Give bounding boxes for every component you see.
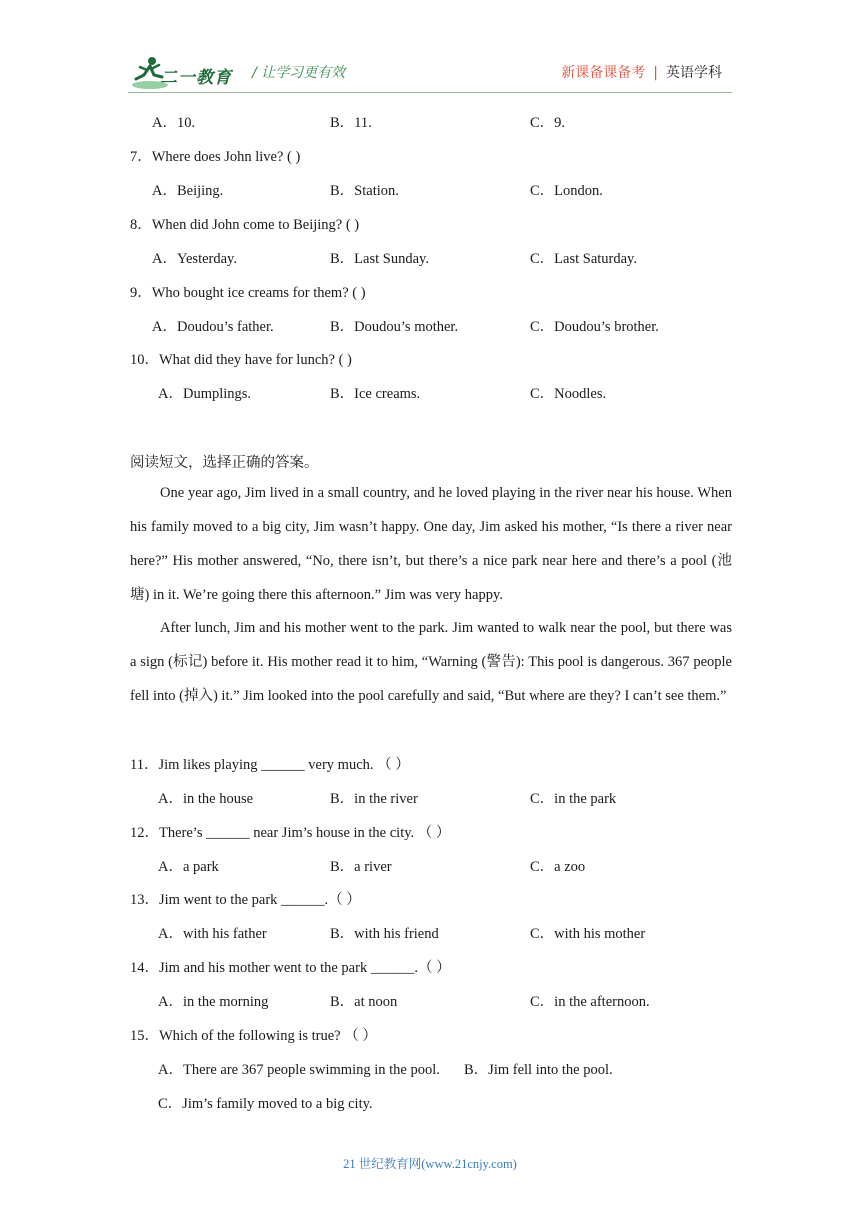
question-number: 10． xyxy=(130,352,159,368)
option-a: A．with his father xyxy=(158,926,267,942)
question-stem xyxy=(130,351,352,369)
option-a: A．in the house xyxy=(158,791,254,807)
section-title: 阅读短文，选择正确的答案。 xyxy=(130,455,319,471)
option-c: C．a zoo xyxy=(530,859,586,875)
logo xyxy=(128,55,240,91)
option-c: C．with his mother xyxy=(530,926,646,942)
option-b: B．Last Sunday. xyxy=(330,251,429,267)
question-text: Where does John live? ( ) xyxy=(151,149,301,165)
slogan: / 让学习更有效 xyxy=(252,65,346,81)
header-right xyxy=(561,62,722,82)
question-number: 13． xyxy=(130,892,159,908)
question-text: Who bought ice creams for them? ( ) xyxy=(151,285,366,301)
option-a: A．a park xyxy=(158,859,219,875)
option-b: B．Doudou’s mother. xyxy=(330,319,459,335)
option-a: A．Doudou’s father. xyxy=(152,319,274,335)
question-stem xyxy=(130,216,359,234)
question-number: 14． xyxy=(130,960,159,976)
subject-label: 英语学科 xyxy=(666,65,722,81)
question-number: 9． xyxy=(130,285,152,301)
question-text: There’s ______ near Jim’s house in the city. （ ） xyxy=(159,825,451,841)
option-b: B．11. xyxy=(330,115,372,131)
option-a: A．Beijing. xyxy=(152,183,224,199)
question-text: Jim went to the park ______.（ ） xyxy=(159,892,361,908)
option-c: C．Last Saturday. xyxy=(530,251,637,267)
passage-paragraph: After lunch, Jim and his mother went to the park. Jim wanted to walk near the pool, but there was a sign (标记) before it. His mother read it to him, “Warning (警告): This pool is dangerous. 367 people fell into (掉入) it.” Jim looked into the pool carefully and said, “But where are they? I can’t see them.” xyxy=(130,620,732,704)
option-a: A．Yesterday. xyxy=(152,251,237,267)
question-stem xyxy=(130,284,366,302)
option-c: C．Jim’s family moved to a big city. xyxy=(158,1096,373,1112)
option-b: B．in the river xyxy=(330,791,418,807)
question-stem xyxy=(130,959,451,977)
question-text: Which of the following is true? （ ） xyxy=(159,1028,377,1044)
question-number: 12． xyxy=(130,825,159,841)
question-stem xyxy=(130,891,361,909)
option-b: B．at noon xyxy=(330,994,398,1010)
option-a: A．There are 367 people swimming in the pool. xyxy=(158,1062,440,1078)
page-header xyxy=(0,0,860,100)
page-footer: 21 世纪教育网(www.21cnjy.com) xyxy=(343,1157,517,1171)
question-number: 15． xyxy=(130,1028,159,1044)
option-b: B．Ice creams. xyxy=(330,386,421,402)
option-a: A．Dumplings. xyxy=(158,386,252,402)
option-b: B．Station. xyxy=(330,183,399,199)
option-c: C．in the afternoon. xyxy=(530,994,650,1010)
question-number: 8． xyxy=(130,217,152,233)
question-number: 11． xyxy=(130,757,159,773)
question-stem xyxy=(130,824,450,842)
question-text: What did they have for lunch? ( ) xyxy=(159,352,352,368)
question-text: When did John come to Beijing? ( ) xyxy=(151,217,360,233)
option-c: C．London. xyxy=(530,183,603,199)
question-text: Jim likes playing ______ very much. （ ） xyxy=(158,757,410,773)
option-a: A．in the morning xyxy=(158,994,269,1010)
option-c: C．in the park xyxy=(530,791,617,807)
brand-label: 新课备课备考 xyxy=(561,65,646,81)
question-stem xyxy=(130,148,300,166)
logo-text: 二一教育 xyxy=(160,68,232,88)
option-b: B．a river xyxy=(330,859,392,875)
question-text: Jim and his mother went to the park ______.（ ） xyxy=(159,960,451,976)
question-stem xyxy=(130,1027,377,1045)
option-b: B．with his friend xyxy=(330,926,439,942)
header-separator: | xyxy=(653,65,658,81)
question-number: 7． xyxy=(130,149,152,165)
option-c: C．9. xyxy=(530,115,566,131)
header-divider xyxy=(128,92,732,93)
option-c: C．Doudou’s brother. xyxy=(530,319,659,335)
option-a: A．10. xyxy=(152,115,196,131)
option-b: B．Jim fell into the pool. xyxy=(464,1062,613,1078)
option-c: C．Noodles. xyxy=(530,386,607,402)
passage-paragraph: One year ago, Jim lived in a small country, and he loved playing in the river near his house. When his family moved to a big city, Jim wasn’t happy. One day, Jim asked his mother, “Is there a river near here?” His mother answered, “No, there isn’t, but there’s a nice park near here and there’s a pool (池塘) in it. We’re going there this afternoon.” Jim was very happy. xyxy=(130,485,732,603)
question-stem xyxy=(130,756,410,774)
